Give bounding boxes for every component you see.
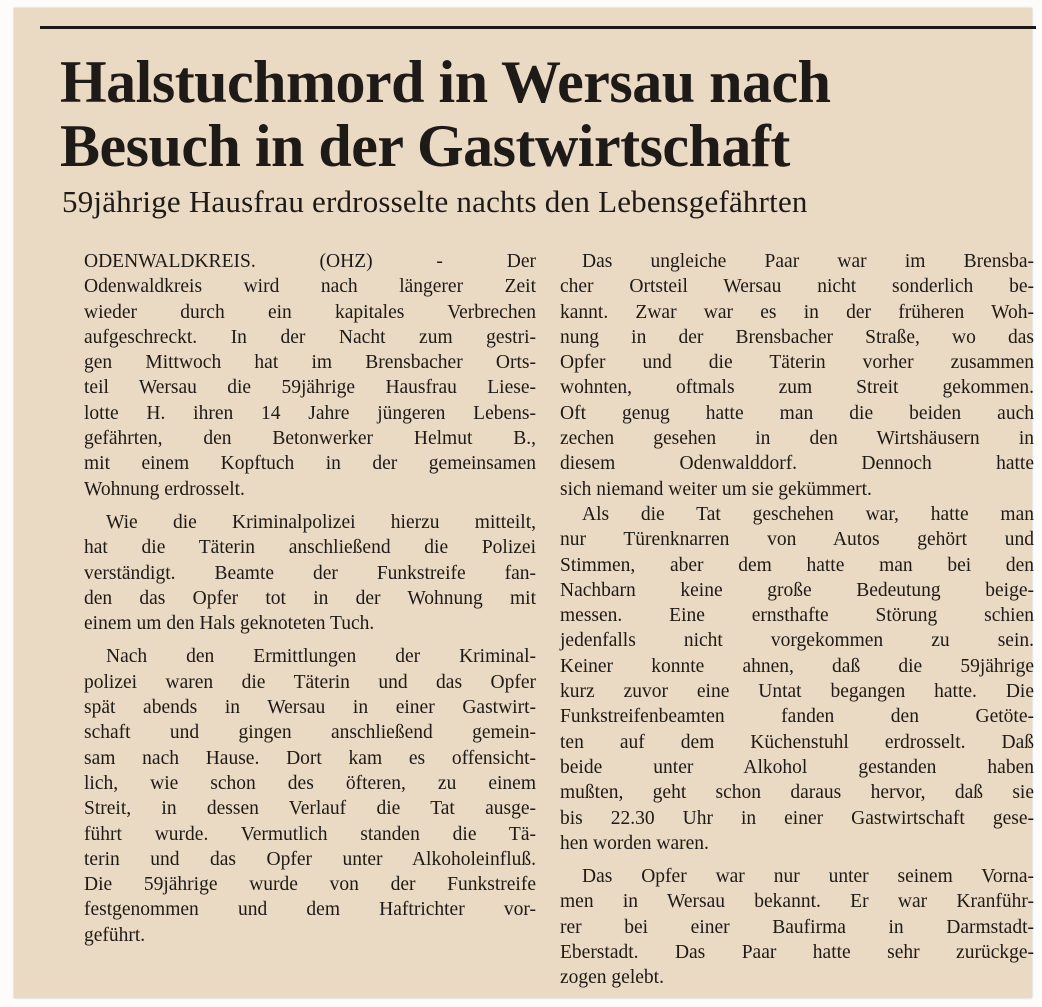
article-line: einem um den Hals geknoteten Tuch. bbox=[84, 613, 375, 635]
article-line: festgenommen und dem Haftrichter vor- bbox=[84, 899, 536, 921]
article-line: den das Opfer tot in der Wohnung mit bbox=[84, 587, 536, 609]
article-column-right bbox=[560, 249, 1034, 999]
article-column-left bbox=[84, 249, 536, 956]
top-rule bbox=[40, 26, 1036, 29]
article-line: Opfer und die Täterin vorher zusammen bbox=[560, 352, 1034, 374]
article-line: lotte H. ihren 14 Jahre jüngeren Lebens- bbox=[84, 402, 536, 424]
article-line: Keiner konnte ahnen, daß die 59jährige bbox=[560, 655, 1034, 677]
article-line: nur Türenknarren von Autos gehört und bbox=[560, 529, 1034, 551]
article-line: diesem Odenwalddorf. Dennoch hatte bbox=[560, 453, 1034, 475]
article-line: verständigt. Beamte der Funkstreife fan- bbox=[84, 562, 536, 584]
article-line: zogen gelebt. bbox=[560, 967, 664, 989]
article-line: hat die Täterin anschließend die Polizei bbox=[84, 537, 536, 559]
article-line: Nach den Ermittlungen der Kriminal- bbox=[106, 646, 536, 668]
article-line: Funkstreifenbeamten fanden den Getöte- bbox=[560, 706, 1034, 728]
article-paragraph bbox=[84, 644, 536, 948]
article-line: zechen gesehen in den Wirtshäusern in bbox=[560, 428, 1034, 450]
article-line: ten auf dem Küchenstuhl erdrosselt. Daß bbox=[560, 731, 1034, 753]
article-line: beide unter Alkohol gestanden haben bbox=[560, 756, 1034, 778]
article-line: Das ungleiche Paar war im Brensba- bbox=[582, 251, 1034, 272]
article-line: kurz zuvor eine Untat begangen hatte. Die bbox=[560, 681, 1034, 703]
article-line: geführt. bbox=[84, 924, 146, 946]
article-line: Eberstadt. Das Paar hatte sehr zurückge- bbox=[560, 942, 1034, 964]
article-paragraph bbox=[560, 249, 1034, 502]
article-line: wieder durch ein kapitales Verbrechen bbox=[84, 301, 536, 323]
article-line: Streit, in dessen Verlauf die Tat ausge- bbox=[84, 798, 536, 820]
article-line: sich niemand weiter um sie gekümmert. bbox=[560, 478, 872, 500]
article-line: Nachbarn keine große Bedeutung beige- bbox=[560, 579, 1034, 601]
article-line: Die 59jährige wurde von der Funkstreife bbox=[84, 874, 536, 896]
article-line: rer bei einer Baufirma in Darmstadt- bbox=[560, 916, 1034, 938]
article-line: lich, wie schon des öfteren, zu einem bbox=[84, 772, 536, 794]
article-line: kannt. Zwar war es in der früheren Woh- bbox=[560, 301, 1034, 323]
article-line: nung in der Brensbacher Straße, wo das bbox=[560, 326, 1034, 348]
article-line: ODENWALDKREIS. (OHZ) - Der bbox=[84, 251, 536, 272]
article-line: gen Mittwoch hat im Brensbacher Orts- bbox=[84, 352, 536, 374]
article-line: bis 22.30 Uhr in einer Gastwirtschaft gese- bbox=[560, 807, 1034, 829]
subheadline: 59jährige Hausfrau erdrosselte nachts den Lebensgefährten bbox=[62, 184, 808, 219]
article-line: Stimmen, aber dem hatte man bei den bbox=[560, 554, 1034, 576]
article-line: schaft und gingen anschließend gemein- bbox=[84, 722, 536, 744]
headline-line-1: Halstuchmord in Wersau nach bbox=[60, 49, 831, 115]
article-line: messen. Eine ernsthafte Störung schien bbox=[560, 605, 1034, 627]
article-paragraph bbox=[560, 502, 1034, 856]
article-line: wohnten, oftmals zum Streit gekommen. bbox=[560, 377, 1034, 399]
article-line: führt wurde. Vermutlich standen die Tä- bbox=[84, 823, 536, 845]
article-line: polizei waren die Täterin und das Opfer bbox=[84, 671, 536, 693]
article-line: mußten, geht schon daraus hervor, daß sie bbox=[560, 782, 1034, 804]
article-line: aufgeschreckt. In der Nacht zum gestri- bbox=[84, 326, 536, 348]
article-line: Wie die Kriminalpolizei hierzu mitteilt, bbox=[106, 511, 536, 533]
article-line: men in Wersau bekannt. Er war Kranführ- bbox=[560, 891, 1034, 913]
article-line: Das Opfer war nur unter seinem Vorna- bbox=[582, 866, 1034, 888]
article-line: Wohnung erdrosselt. bbox=[84, 478, 245, 500]
article-line: spät abends in Wersau in einer Gastwirt- bbox=[84, 697, 536, 719]
article-line: gefährten, den Betonwerker Helmut B., bbox=[84, 428, 536, 450]
article-line: Oft genug hatte man die beiden auch bbox=[560, 402, 1034, 424]
headline-line-2: Besuch in der Gastwirtschaft bbox=[60, 113, 790, 179]
article-line: terin und das Opfer unter Alkoholeinfluß. bbox=[84, 848, 536, 870]
newspaper-clipping bbox=[14, 8, 1032, 998]
article-line: jedenfalls nicht vorgekommen zu sein. bbox=[560, 630, 1034, 652]
article-line: teil Wersau die 59jährige Hausfrau Liese- bbox=[84, 377, 536, 399]
article-paragraph bbox=[560, 864, 1034, 990]
article-line: mit einem Kopftuch in der gemeinsamen bbox=[84, 453, 536, 475]
article-line: Odenwaldkreis wird nach längerer Zeit bbox=[84, 276, 536, 298]
article-paragraph bbox=[84, 249, 536, 502]
article-line: sam nach Hause. Dort kam es offensicht- bbox=[84, 747, 536, 769]
article-line: hen worden waren. bbox=[560, 832, 709, 854]
article-line: cher Ortsteil Wersau nicht sonderlich be- bbox=[560, 276, 1034, 298]
article-line: Als die Tat geschehen war, hatte man bbox=[582, 503, 1034, 525]
article-paragraph bbox=[84, 510, 536, 636]
